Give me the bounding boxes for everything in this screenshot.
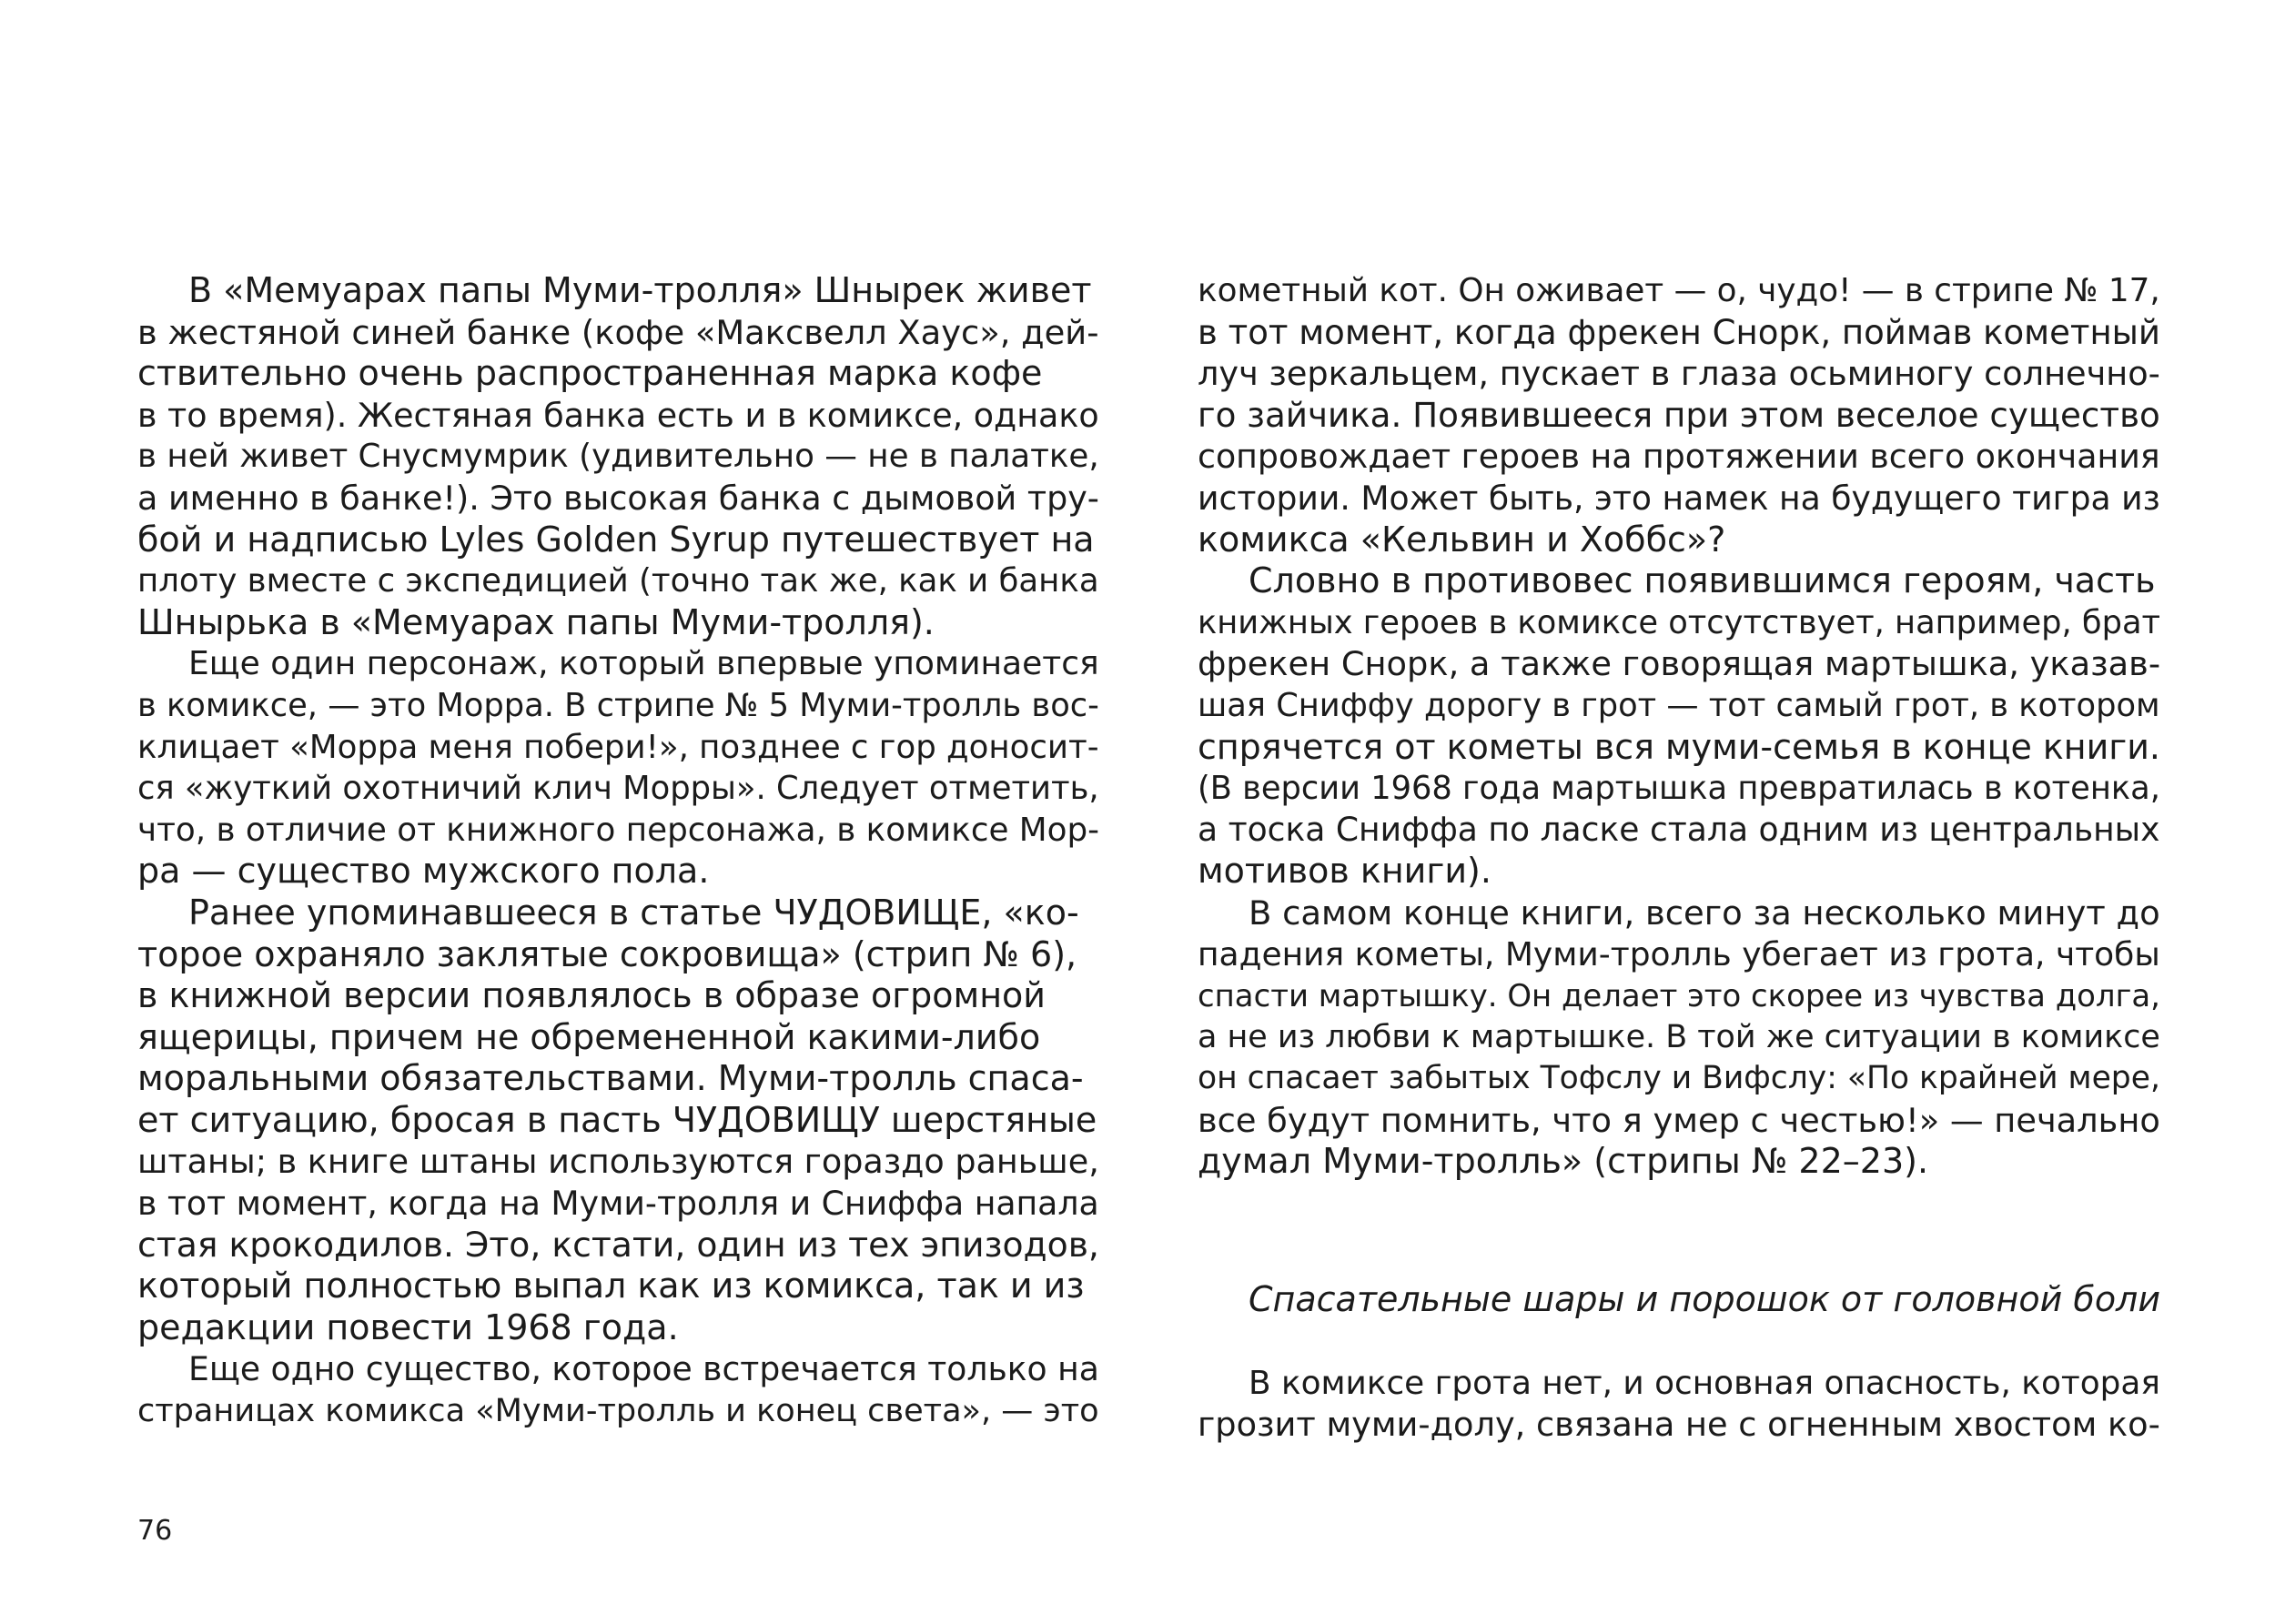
paragraph-line: в тот момент, когда на Муми-тролля и Сниффа напала (137, 1184, 1099, 1224)
paragraph-line: грозит муми-долу, связана не с огненным хвостом ко- (1198, 1405, 2160, 1445)
paragraph-line: падения кометы, Муми-тролль убегает из грота, чтобы (1198, 935, 2160, 973)
paragraph-line: комикса «Кельвин и Хоббс»? (1198, 519, 1726, 560)
paragraph-line: спасти мартышку. Он делает это скорее из чувства долга, (1198, 978, 2160, 1014)
paragraph-line: мотивов книги). (1198, 851, 1491, 892)
paragraph-line: истории. Может быть, это намек на будущего тигра из (1198, 478, 2160, 518)
paragraph-line: что, в отличие от книжного персонажа, в комиксе Мор- (137, 811, 1100, 849)
section-spacer (1198, 1321, 2160, 1363)
paragraph-line: Словно в противовес появившимся героям, часть (1249, 560, 2156, 601)
section-heading: Спасательные шары и порошок от головной боли (1249, 1279, 2161, 1320)
paragraph-line: шая Сниффу дорогу в грот — тот самый грот, в котором (1198, 686, 2160, 724)
paragraph-line: думал Муми-тролль» (стрипы № 22–23). (1198, 1141, 1929, 1182)
paragraph-line: Шнырька в «Мемуарах папы Муми-тролля). (137, 601, 935, 642)
paragraph-line: Еще один персонаж, который впервые упоминается (188, 645, 1099, 683)
paragraph-line: все будут помнить, что я умер с честью!» — печально (1198, 1100, 2160, 1140)
paragraph-line: а именно в банке!). Это высокая банка с дымовой тру- (137, 478, 1099, 518)
paragraph-line: а не из любви к мартышке. В той же ситуации в комиксе (1198, 1018, 2160, 1055)
paragraph-line: стая крокодилов. Это, кстати, один из тех эпизодов, (137, 1224, 1099, 1265)
paragraph-line: ет ситуацию, бросая в пасть ЧУДОВИЩУ шерстяные (137, 1099, 1097, 1140)
paragraph-line: штаны; в книге штаны используются гораздо раньше, (137, 1142, 1099, 1182)
paragraph-line: В самом конце книги, всего за несколько минут до (1249, 893, 2160, 933)
paragraph-line: в комиксе, — это Морра. В стрипе № 5 Муми-тролль вос- (137, 686, 1099, 724)
paragraph-line: ся «жуткий охотничий клич Морры». Следует отметить, (137, 770, 1099, 808)
paragraph-line: а тоска Сниффа по ласке стала одним из центральных (1198, 810, 2160, 849)
paragraph-line: луч зеркальцем, пускает в глаза осьминогу солнечно- (1198, 354, 2160, 394)
paragraph-line: В комиксе грота нет, и основная опасность, которая (1249, 1364, 2160, 1402)
paragraph-line: книжных героев в комиксе отсутствует, например, брат (1198, 603, 2161, 641)
paragraph-line: (В версии 1968 года мартышка превратилась в котенка, (1198, 770, 2160, 808)
paragraph-line: Еще одно существо, которое встречается только на (188, 1349, 1099, 1389)
paragraph-line: клицает «Морра меня побери!», позднее с гор доносит- (137, 728, 1099, 766)
paragraph-line: кометный кот. Он оживает — о, чудо! — в стрипе № 17, (1198, 272, 2160, 309)
paragraph-line: торое охраняло заклятые сокровища» (стрип № 6), (137, 933, 1077, 974)
paragraph-line: ящерицы, причем не обремененной какими-либо (137, 1016, 1041, 1057)
paragraph-line: фрекен Снорк, а также говорящая мартышка, указав- (1198, 644, 2161, 684)
paragraph-line: го зайчика. Появившееся при этом веселое существо (1198, 394, 2160, 435)
paragraph-line: в ней живет Снусмумрик (удивительно — не в палатке, (137, 438, 1099, 476)
paragraph-line: бой и надписью Lyles Golden Syrup путешествует на (137, 519, 1095, 560)
paragraph-line: в то время). Жестяная банка есть и в комиксе, однако (137, 395, 1099, 435)
right-text-column (1198, 270, 2160, 1446)
paragraph-line: в жестяной синей банке (кофе «Максвелл Хаус», дей- (137, 312, 1099, 352)
paragraph-line: сопровождает героев на протяжении всего окончания (1198, 437, 2160, 477)
section-spacer (1198, 1183, 2160, 1279)
paragraph-line: ствительно очень распространенная марка кофе (137, 353, 1043, 394)
paragraph-line: моральными обязательствами. Муми-тролль спаса- (137, 1058, 1084, 1099)
paragraph-line: ра — существо мужского пола. (137, 851, 710, 892)
paragraph-line: который полностью выпал как из комикса, так и из (137, 1266, 1085, 1306)
paragraph-line: в книжной версии появлялось в образе огромной (137, 975, 1046, 1016)
paragraph-line: в тот момент, когда фрекен Снорк, поймав кометный (1198, 312, 2161, 352)
paragraph-line: он спасает забытых Тофслу и Вифслу: «По крайней мере, (1198, 1060, 2160, 1097)
paragraph-line: плоту вместе с экспедицией (точно так же, как и банка (137, 562, 1099, 600)
paragraph-line: страницах комикса «Муми-тролль и конец света», — это (137, 1392, 1099, 1430)
paragraph-line: спрячется от кометы вся муми-семья в конце книги. (1198, 726, 2160, 767)
left-text-column (137, 270, 1099, 1432)
page-number: 76 (137, 1515, 173, 1547)
paragraph-line: В «Мемуарах папы Муми-тролля» Шнырек живет (188, 270, 1092, 310)
paragraph-line: редакции повести 1968 года. (137, 1306, 679, 1347)
paragraph-line: Ранее упоминавшееся в статье ЧУДОВИЩЕ, «ко- (188, 892, 1079, 933)
